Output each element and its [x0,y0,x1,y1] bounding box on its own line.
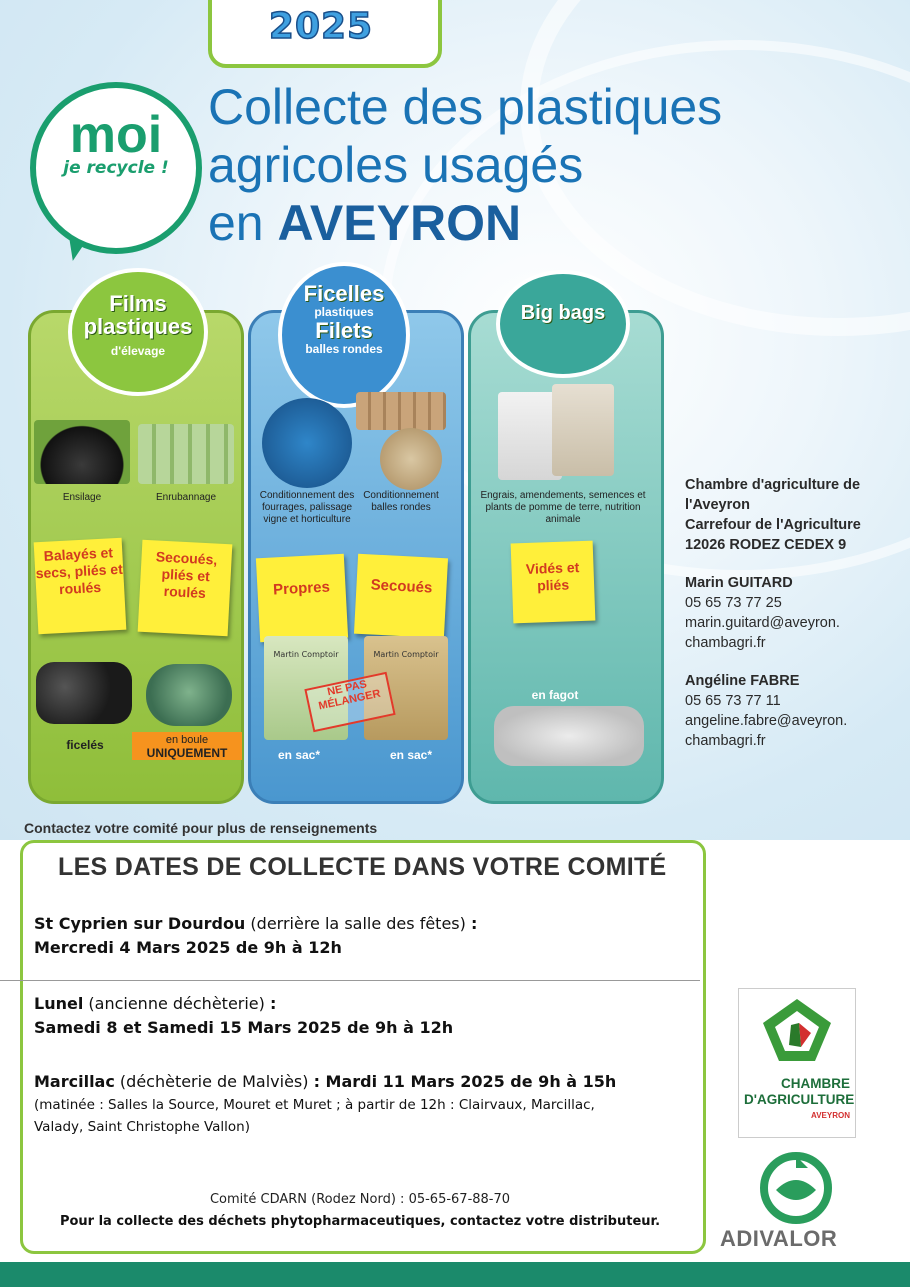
en-boule-label: en boule [165,734,209,746]
bigbag-photo-2 [552,384,614,476]
ficelles-subtitle: plastiques [314,305,374,319]
ca-line-3: AVEYRON [811,1111,850,1120]
committee-phone: Comité CDARN (Rodez Nord) : 05-65-67-88-70 [209,1192,511,1207]
en-fagot-label: en fagot [531,688,579,702]
moi-je-recycle-logo [30,82,202,254]
ficelles-note-secoues: Secoués [354,554,448,639]
contact-org-2: l'Aveyron [685,497,750,513]
ficelles-title: Ficelles [303,281,385,306]
entry-colon: : [269,994,277,1013]
title-prefix: en [208,195,278,251]
adivalor-recycle-icon [756,1150,836,1226]
films-note-ensilage: Balayés et secs, pliés et roulés [34,538,127,634]
page-title [208,78,722,252]
chambre-agriculture-icon [739,989,855,1069]
contact-person-1-email-domain[interactable]: chambagri.fr [685,635,766,651]
adivalor-logo-text: ADIVALOR [720,1226,838,1251]
entry-detail: (ancienne déchèterie) [83,994,270,1013]
entry-date: Samedi 8 et Samedi 15 Mars 2025 de 9h à 12h [34,1018,454,1037]
title-line-1: Collecte des plastiques [208,79,723,135]
ficelles-photo [262,398,352,488]
enrubannage-label: Enrubannage [155,492,217,503]
ficelles-photo-label: Conditionnement des fourrages, palissage vigne et horticulture [259,490,355,525]
filets-subtitle: balles rondes [305,342,383,356]
enrubannage-photo [138,424,234,484]
films-title: Films plastiques [83,291,193,339]
bag-label-ficelles: Martin Comptoir [273,650,339,659]
ficeles-photo [36,662,132,724]
ensilage-photo [34,420,130,484]
logo-recycle-text: je recycle ! [63,158,169,178]
uniquement-label: UNIQUEMENT [146,746,228,760]
contact-org-3: Carrefour de l'Agriculture [685,517,861,533]
entry-detail: (déchèterie de Malviès) [114,1072,314,1091]
ficelles-note-propres: Propres [256,554,348,642]
en-boule-photo [146,664,232,726]
date-entry-st-cyprien [34,912,477,960]
contact-committee-line: Contactez votre comité pour plus de renseignements [24,820,378,836]
ne-pas-melanger-stamp: NE PAS MÉLANGER [304,672,395,733]
date-entry-marcillac [34,1070,616,1138]
en-sac-label-1: en sac* [277,748,321,762]
entry-place: Lunel [34,994,84,1013]
contact-block [685,475,905,751]
ensilage-label: Ensilage [62,492,102,503]
logo-moi-text: moi [69,106,163,164]
entry-place: St Cyprien sur Dourdou [34,914,246,933]
contact-person-2-phone[interactable]: 05 65 73 77 11 [685,693,781,709]
entry-date: : Mardi 11 Mars 2025 de 9h à 15h [313,1072,617,1091]
contact-person-1-phone[interactable]: 05 65 73 77 25 [685,595,782,611]
fagot-photo [494,706,644,766]
year-label: 2025 [268,6,374,47]
title-line-2: agricoles usagés [208,137,584,193]
title-region: AVEYRON [277,195,522,251]
bigbags-title: Big bags [520,302,606,324]
entry-note-line-2: Valady, Saint Christophe Vallon) [34,1119,250,1135]
phyto-notice: Pour la collecte des déchets phytopharmaceutiques, contactez votre distributeur. [59,1214,661,1229]
divider [0,980,700,981]
chambre-agriculture-text [744,1076,855,1124]
bigbags-note: Vidés et pliés [511,541,596,624]
entry-note-line-1: (matinée : Salles la Source, Mouret et Muret ; à partir de 12h : Clairvaux, Marcillac, [34,1097,595,1113]
ficelles-bubble [278,262,410,408]
date-entry-lunel [34,992,453,1040]
ca-line-1: CHAMBRE [781,1076,850,1091]
contact-person-1-name: Marin GUITARD [685,575,793,591]
films-note-enrubannage: Secoués, pliés et roulés [138,540,233,637]
contact-person-1-email[interactable]: marin.guitard@aveyron. [685,615,840,631]
contact-org-4: 12026 RODEZ CEDEX 9 [685,537,847,553]
contact-person-2-name: Angéline FABRE [685,673,800,689]
ficeles-label: ficelés [66,738,104,752]
entry-colon: : [470,914,478,933]
entry-place: Marcillac [34,1072,115,1091]
contact-org-1: Chambre d'agriculture de [685,477,861,493]
entry-date: Mercredi 4 Mars 2025 de 9h à 12h [34,938,342,957]
filets-title: Filets [315,318,373,343]
contact-person-2-email-domain[interactable]: chambagri.fr [685,733,766,749]
dates-title: LES DATES DE COLLECTE DANS VOTRE COMITÉ [58,853,667,881]
filets-photo [380,428,442,490]
bag-label-filets: Martin Comptoir [373,650,439,659]
balles-photo [356,392,446,430]
filets-photo-label: Conditionnement balles rondes [363,490,439,513]
ca-line-2: D'AGRICULTURE [744,1092,855,1107]
footer-bar [0,1262,910,1287]
bigbags-bubble [496,270,630,378]
en-boule-tag [132,732,242,760]
films-subtitle: d'élevage [110,344,166,358]
en-sac-label-2: en sac* [389,748,433,762]
entry-detail: (derrière la salle des fêtes) [245,914,471,933]
contact-person-2-email[interactable]: angeline.fabre@aveyron. [685,713,848,729]
bigbags-photo-label: Engrais, amendements, semences et plants de pomme de terre, nutrition animale [480,490,646,525]
title-line-3 [208,194,722,252]
films-bubble [68,268,208,396]
